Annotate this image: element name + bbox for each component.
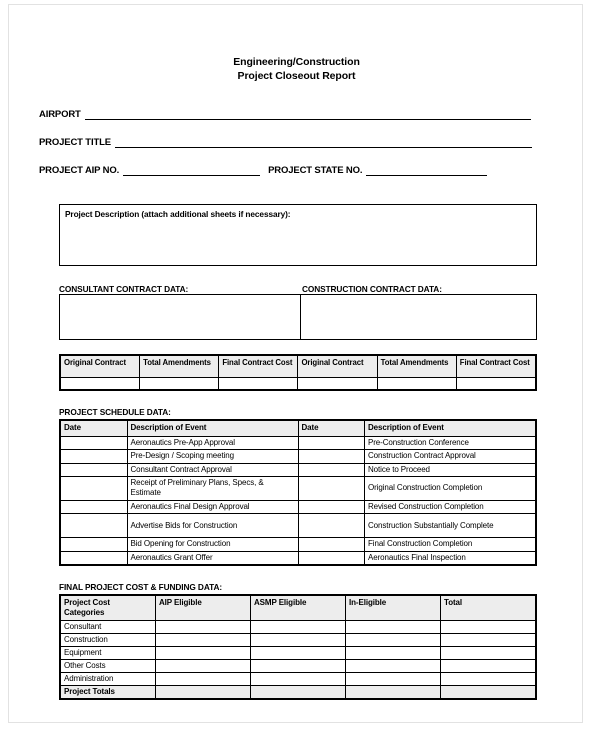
construction-contract-box[interactable]	[301, 295, 536, 339]
funding-header-cell: ASMP Eligible	[251, 596, 346, 621]
consultant-contract-label: CONSULTANT CONTRACT DATA:	[59, 284, 189, 295]
funding-total-cell[interactable]	[441, 660, 536, 673]
funding-header-cell: In-Eligible	[346, 596, 441, 621]
project-schedule-section	[59, 407, 537, 566]
schedule-row	[61, 514, 536, 538]
schedule-event-right-cell: Original Construction Completion	[365, 476, 536, 500]
schedule-event-left-cell: Pre-Design / Scoping meeting	[127, 450, 298, 463]
schedule-header-cell: Date	[298, 421, 365, 436]
funding-label: FINAL PROJECT COST & FUNDING DATA:	[59, 582, 222, 593]
amounts-value-cell[interactable]	[298, 378, 377, 390]
schedule-date-right-cell[interactable]	[298, 551, 365, 564]
amounts-value-cell[interactable]	[219, 378, 298, 390]
contract-data-section	[59, 284, 537, 340]
amounts-value-cell[interactable]	[61, 378, 140, 390]
funding-row	[61, 634, 536, 647]
schedule-event-right-cell: Pre-Construction Conference	[365, 436, 536, 449]
schedule-date-left-cell[interactable]	[61, 476, 128, 500]
project-schedule-body	[61, 421, 536, 565]
funding-header-row	[61, 596, 536, 621]
contract-data-labels	[59, 284, 537, 294]
funding-row	[61, 660, 536, 673]
title-line-2: Project Closeout Report	[237, 70, 356, 83]
schedule-header-cell: Date	[61, 421, 128, 436]
schedule-date-right-cell[interactable]	[298, 514, 365, 538]
amounts-header-cell: Total Amendments	[377, 356, 456, 378]
funding-aip-cell[interactable]	[156, 686, 251, 699]
contract-amounts-value-row	[61, 378, 536, 390]
project-schedule-table	[60, 420, 536, 565]
funding-total-cell[interactable]	[441, 621, 536, 634]
funding-row	[61, 673, 536, 686]
schedule-date-left-cell[interactable]	[61, 538, 128, 551]
schedule-event-left-cell: Receipt of Preliminary Plans, Specs, & Estimate	[127, 476, 298, 500]
field-airport	[39, 109, 554, 120]
schedule-event-right-cell: Final Construction Completion	[365, 538, 536, 551]
schedule-event-right-cell: Construction Contract Approval	[365, 450, 536, 463]
schedule-event-right-cell: Revised Construction Completion	[365, 500, 536, 513]
funding-total-cell[interactable]	[441, 673, 536, 686]
funding-category-cell: Construction	[61, 634, 156, 647]
funding-aip-cell[interactable]	[156, 660, 251, 673]
funding-row	[61, 647, 536, 660]
schedule-row	[61, 450, 536, 463]
funding-totals-row	[61, 686, 536, 699]
funding-category-cell: Consultant	[61, 621, 156, 634]
document-page	[8, 4, 583, 723]
title-line-1: Engineering/Construction	[233, 56, 360, 68]
project-description-section	[59, 204, 537, 266]
contract-amounts-header-row	[61, 356, 536, 378]
funding-ineligible-cell[interactable]	[346, 621, 441, 634]
funding-total-cell[interactable]	[441, 686, 536, 699]
schedule-row	[61, 436, 536, 449]
project-schedule-table-frame	[59, 419, 537, 566]
funding-asmp-cell[interactable]	[251, 621, 346, 634]
schedule-event-left-cell: Aeronautics Pre-App Approval	[127, 436, 298, 449]
field-project-title	[39, 137, 554, 148]
project-description-label: Project Description (attach additional sheets if necessary):	[65, 209, 291, 220]
funding-total-cell[interactable]	[441, 634, 536, 647]
funding-asmp-cell[interactable]	[251, 660, 346, 673]
funding-total-cell[interactable]	[441, 647, 536, 660]
schedule-date-left-cell[interactable]	[61, 500, 128, 513]
funding-aip-cell[interactable]	[156, 647, 251, 660]
schedule-event-right-cell: Construction Substantially Complete	[365, 514, 536, 538]
funding-header-cell: AIP Eligible	[156, 596, 251, 621]
schedule-date-right-cell[interactable]	[298, 476, 365, 500]
schedule-date-right-cell[interactable]	[298, 538, 365, 551]
consultant-contract-box[interactable]	[60, 295, 301, 339]
amounts-header-cell: Original Contract	[61, 356, 140, 378]
document-title	[39, 55, 554, 83]
schedule-event-left-cell: Advertise Bids for Construction	[127, 514, 298, 538]
field-state-no-label: PROJECT STATE NO.	[268, 165, 363, 177]
form-sheet	[39, 5, 554, 700]
schedule-event-left-cell: Aeronautics Grant Offer	[127, 551, 298, 564]
schedule-date-left-cell[interactable]	[61, 463, 128, 476]
contract-amounts-table	[60, 355, 536, 390]
funding-asmp-cell[interactable]	[251, 634, 346, 647]
funding-aip-cell[interactable]	[156, 673, 251, 686]
schedule-row	[61, 500, 536, 513]
funding-header-cell: Total	[441, 596, 536, 621]
field-state-no-input[interactable]	[366, 166, 487, 176]
amounts-value-cell[interactable]	[456, 378, 535, 390]
schedule-header-cell: Description of Event	[127, 421, 298, 436]
funding-header-cell: Project Cost Categories	[61, 596, 156, 621]
amounts-value-cell[interactable]	[377, 378, 456, 390]
schedule-event-left-cell: Bid Opening for Construction	[127, 538, 298, 551]
funding-section	[59, 582, 537, 700]
funding-ineligible-cell[interactable]	[346, 673, 441, 686]
schedule-row	[61, 538, 536, 551]
contract-amounts-table-frame	[59, 354, 537, 391]
construction-contract-label: CONSTRUCTION CONTRACT DATA:	[302, 284, 442, 295]
schedule-row	[61, 551, 536, 564]
schedule-date-left-cell[interactable]	[61, 450, 128, 463]
schedule-event-right-cell: Notice to Proceed	[365, 463, 536, 476]
schedule-date-right-cell[interactable]	[298, 436, 365, 449]
funding-table	[60, 595, 536, 699]
funding-ineligible-cell[interactable]	[346, 660, 441, 673]
funding-category-cell: Project Totals	[61, 686, 156, 699]
funding-category-cell: Equipment	[61, 647, 156, 660]
funding-table-frame	[59, 594, 537, 700]
contract-amounts-section	[59, 354, 537, 391]
funding-aip-cell[interactable]	[156, 634, 251, 647]
schedule-row	[61, 463, 536, 476]
funding-aip-cell[interactable]	[156, 621, 251, 634]
funding-category-cell: Administration	[61, 673, 156, 686]
schedule-event-right-cell: Aeronautics Final Inspection	[365, 551, 536, 564]
field-project-title-input[interactable]	[115, 138, 532, 148]
schedule-header-cell: Description of Event	[365, 421, 536, 436]
schedule-date-left-cell[interactable]	[61, 551, 128, 564]
contract-data-boxes	[59, 294, 537, 340]
amounts-header-cell: Final Contract Cost	[219, 356, 298, 378]
field-aip-no-input[interactable]	[123, 166, 260, 176]
field-aip-no-label: PROJECT AIP NO.	[39, 165, 120, 177]
funding-asmp-cell[interactable]	[251, 647, 346, 660]
funding-category-cell: Other Costs	[61, 660, 156, 673]
amounts-header-cell: Total Amendments	[140, 356, 219, 378]
field-project-title-label: PROJECT TITLE	[39, 137, 111, 149]
funding-ineligible-cell[interactable]	[346, 686, 441, 699]
field-airport-input[interactable]	[85, 110, 531, 120]
amounts-header-cell: Final Contract Cost	[456, 356, 535, 378]
project-description-box[interactable]	[59, 204, 537, 266]
schedule-date-left-cell[interactable]	[61, 436, 128, 449]
schedule-date-right-cell[interactable]	[298, 500, 365, 513]
schedule-row	[61, 476, 536, 500]
amounts-value-cell[interactable]	[140, 378, 219, 390]
schedule-event-left-cell: Consultant Contract Approval	[127, 463, 298, 476]
schedule-date-right-cell[interactable]	[298, 463, 365, 476]
funding-ineligible-cell[interactable]	[346, 647, 441, 660]
field-project-numbers	[39, 165, 554, 176]
funding-asmp-cell[interactable]	[251, 686, 346, 699]
amounts-header-cell: Original Contract	[298, 356, 377, 378]
schedule-event-left-cell: Aeronautics Final Design Approval	[127, 500, 298, 513]
schedule-date-right-cell[interactable]	[298, 450, 365, 463]
schedule-date-left-cell[interactable]	[61, 514, 128, 538]
project-schedule-label: PROJECT SCHEDULE DATA:	[59, 407, 171, 418]
funding-ineligible-cell[interactable]	[346, 634, 441, 647]
funding-row	[61, 621, 536, 634]
field-airport-label: AIRPORT	[39, 109, 81, 121]
funding-asmp-cell[interactable]	[251, 673, 346, 686]
project-schedule-header-row	[61, 421, 536, 436]
funding-table-body	[61, 596, 536, 699]
